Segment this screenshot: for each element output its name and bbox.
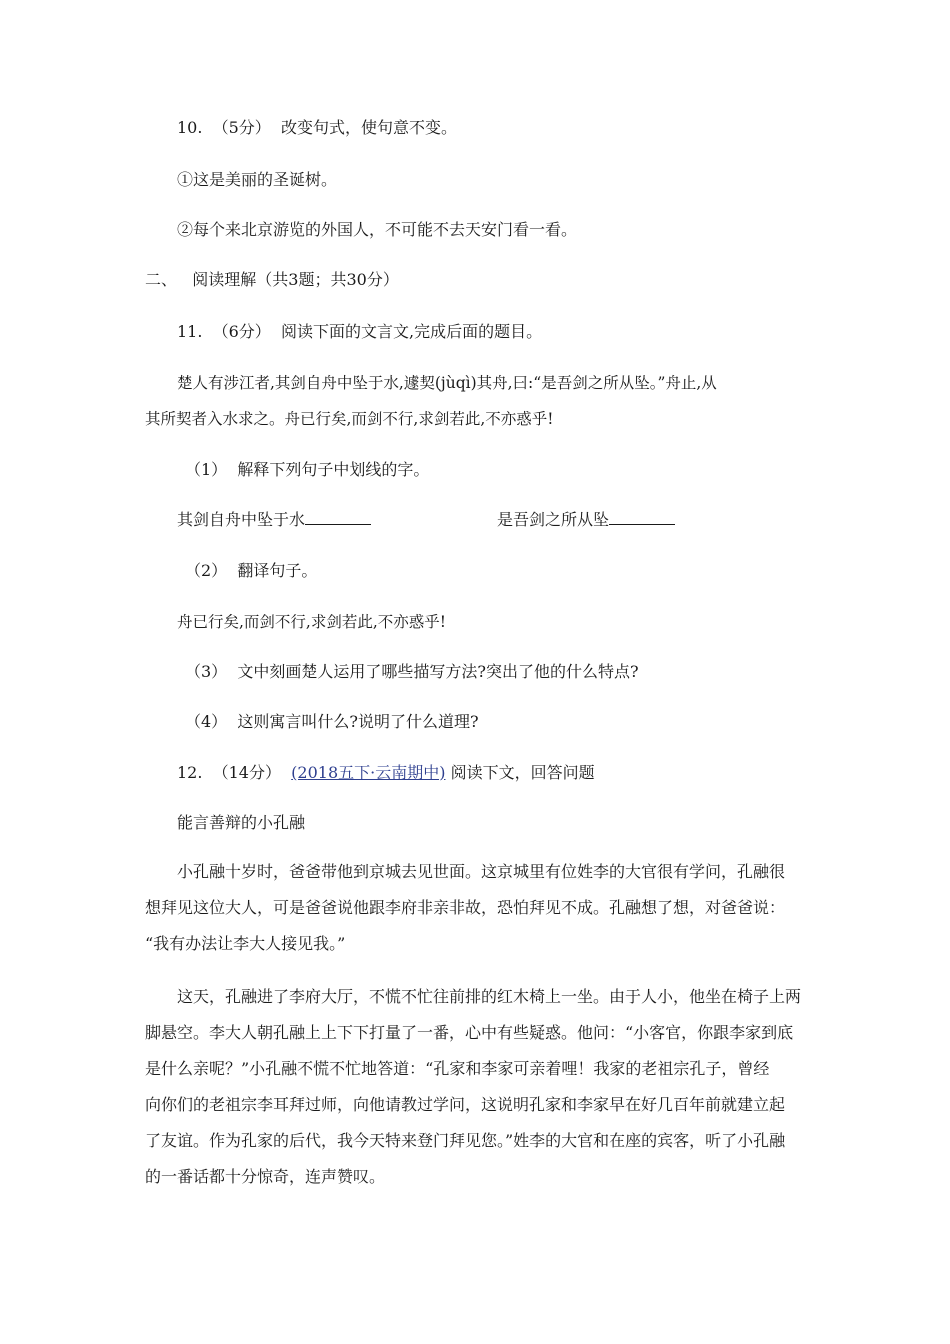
q12-para2-line-1: 这天，孔融进了李府大厅，不慌不忙往前排的红木椅上一坐。由于人小，他坐在椅子上两	[177, 987, 802, 1006]
q11-fill-1-blank[interactable]	[305, 510, 371, 525]
q11-sub1-number: （1）	[185, 460, 228, 479]
q11-fill-2-blank[interactable]	[609, 510, 675, 525]
q11-sub2-number: （2）	[185, 561, 228, 580]
q12-para2-line-4: 向你们的老祖宗李耳拜过师，向他请教过学问，这说明孔家和李家早在好几百年前就建立起	[145, 1095, 786, 1114]
q11-number: 11.	[177, 322, 203, 341]
q12-score: （14分）	[212, 763, 281, 782]
q11-fill-row-2	[497, 510, 675, 530]
q11-passage-line-1: 楚人有涉江者,其剑自舟中坠于水,遽契(jùqì)其舟,曰:“是吾剑之所从坠。”舟止,从	[177, 374, 717, 392]
q12-para2-line-5: 了友谊。作为孔家的后代，我今天特来登门拜见您。”姓李的大官和在座的宾客，听了小孔融	[145, 1131, 786, 1150]
q10-score: （5分）	[212, 118, 271, 137]
q12-para1-line-3: “我有办法让李大人接见我。”	[145, 934, 346, 953]
q10-item-2: ②每个来北京游览的外国人，不可能不去天安门看一看。	[177, 220, 578, 239]
q12-para2-line-2: 脚悬空。李大人朝孔融上上下下打量了一番，心中有些疑惑。他问：“小客官，你跟李家到底	[145, 1023, 794, 1042]
q12-para2-line-3: 是什么亲呢？”小孔融不慌不忙地答道：“孔家和李家可亲着哩！我家的老祖宗孔子，曾经	[145, 1059, 770, 1078]
section-title: 阅读理解（共3题；共30分）	[192, 270, 399, 289]
q11-sub3-number: （3）	[185, 662, 228, 681]
section-heading	[145, 270, 399, 290]
section-label: 二、	[145, 270, 178, 289]
q11-fill-2-text: 是吾剑之所从坠	[497, 510, 610, 529]
q11-fill-1-text: 其剑自舟中坠于水	[177, 510, 306, 529]
q11-sub2	[185, 561, 317, 581]
q12-prompt: 阅读下文，回答问题	[450, 763, 595, 782]
q11-translate-sentence: 舟已行矣,而剑不行,求剑若此,不亦惑乎!	[177, 613, 447, 631]
q10-number: 10.	[177, 118, 203, 137]
q11-sub1	[185, 460, 429, 480]
q11-score: （6分）	[212, 322, 271, 341]
q11-fill-row	[177, 510, 371, 530]
q10-prompt: 改变句式，使句意不变。	[280, 118, 457, 137]
q11-sub4	[185, 712, 479, 732]
q10-header	[177, 118, 457, 138]
q11-sub3-text: 文中刻画楚人运用了哪些描写方法?突出了他的什么特点?	[237, 662, 639, 681]
q11-sub2-text: 翻译句子。	[237, 561, 318, 580]
q12-header	[177, 763, 595, 783]
q11-sub4-text: 这则寓言叫什么?说明了什么道理?	[237, 712, 479, 731]
q11-prompt: 阅读下面的文言文,完成后面的题目。	[280, 322, 543, 341]
q11-header	[177, 322, 542, 342]
q11-sub3	[185, 662, 639, 682]
q12-number: 12.	[177, 763, 203, 782]
q12-article-title: 能言善辩的小孔融	[177, 813, 306, 832]
q11-sub4-number: （4）	[185, 712, 228, 731]
q12-para1-line-2: 想拜见这位大人，可是爸爸说他跟李府非亲非故，恐怕拜见不成。孔融想了想，对爸爸说：	[145, 898, 786, 917]
q11-passage-line-2: 其所契者入水求之。舟已行矣,而剑不行,求剑若此,不亦惑乎!	[145, 410, 554, 428]
q12-para2-line-6: 的一番话都十分惊奇，连声赞叹。	[145, 1167, 386, 1186]
q11-sub1-text: 解释下列句子中划线的字。	[237, 460, 430, 479]
q10-item-1: ①这是美丽的圣诞树。	[177, 170, 338, 189]
q12-para1-line-1: 小孔融十岁时，爸爸带他到京城去见世面。这京城里有位姓李的大官很有学问，孔融很	[177, 862, 786, 881]
q12-source-link[interactable]: (2018五下·云南期中)	[291, 763, 446, 782]
